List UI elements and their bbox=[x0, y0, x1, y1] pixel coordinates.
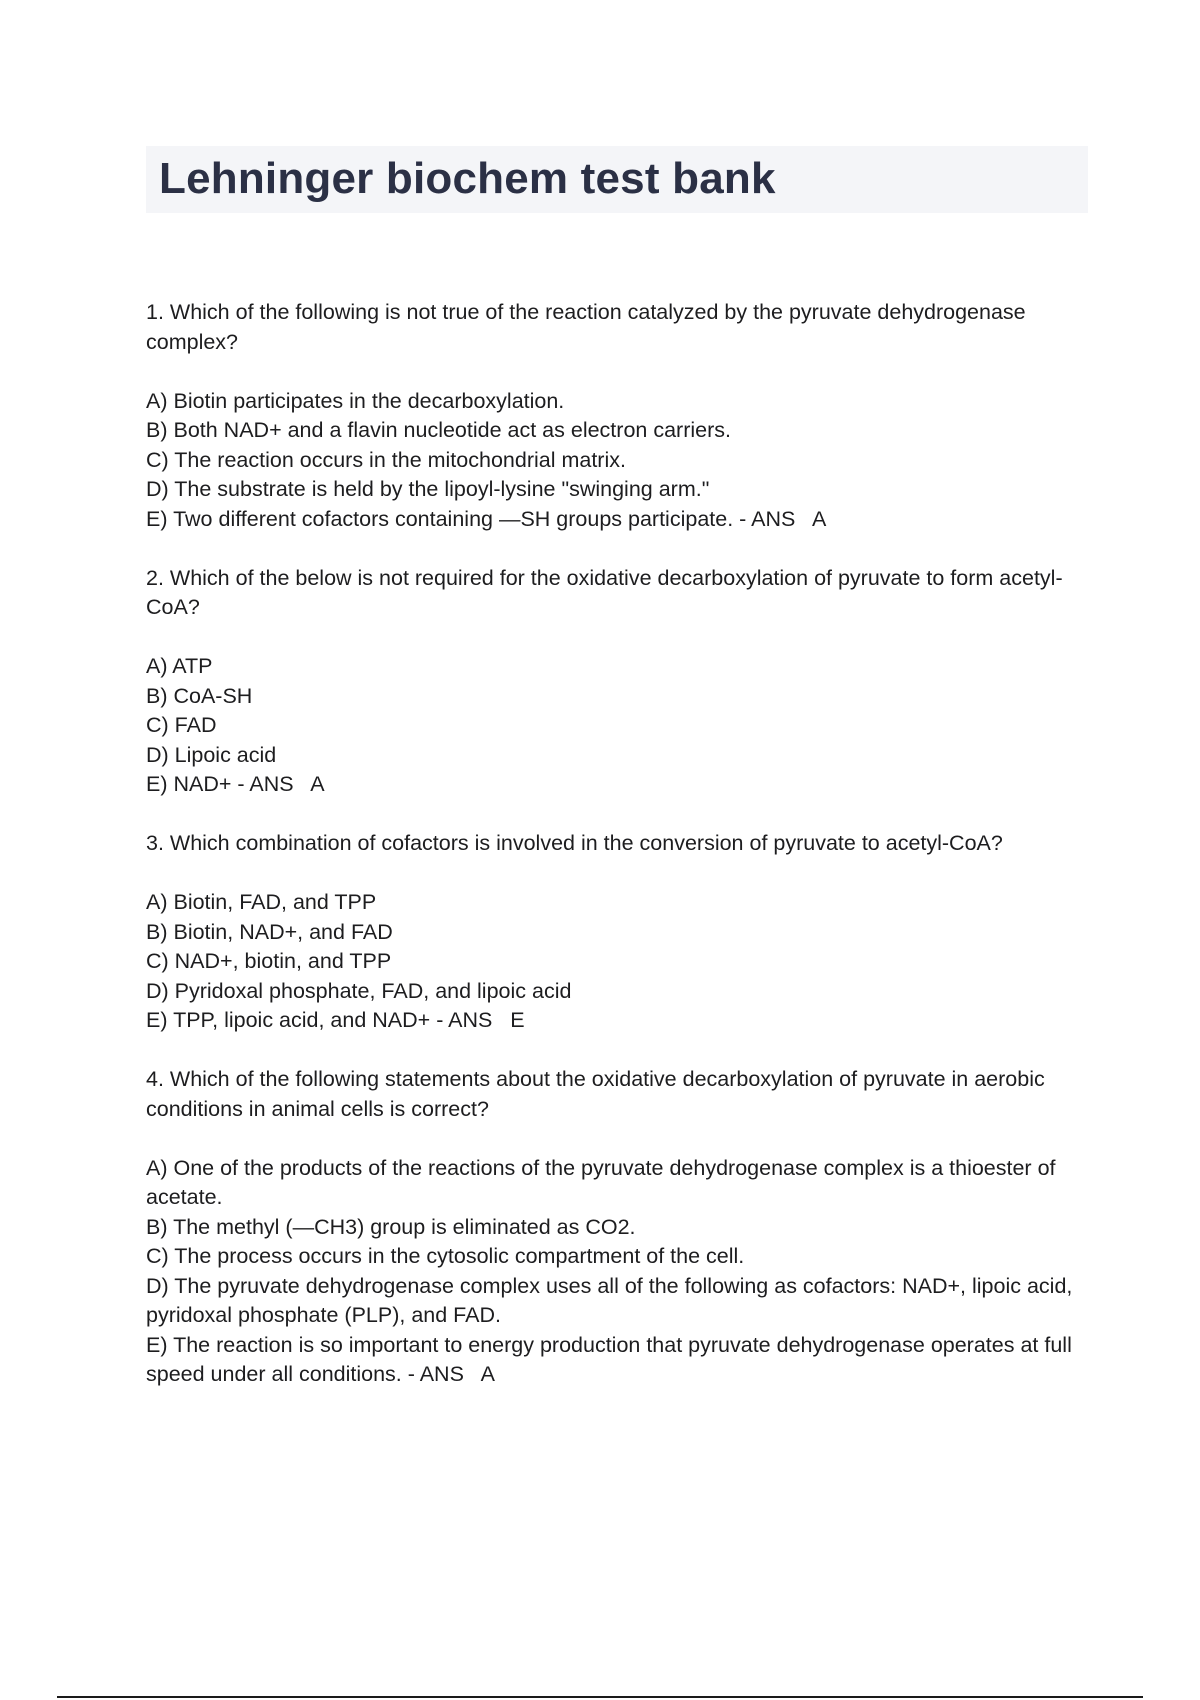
document-title: Lehninger biochem test bank bbox=[159, 154, 776, 203]
option-e bbox=[146, 770, 1088, 800]
option-c: C) NAD+, biotin, and TPP bbox=[146, 949, 392, 973]
page-bottom-divider bbox=[57, 1696, 1143, 1698]
option-b: B) Biotin, NAD+, and FAD bbox=[146, 919, 393, 944]
question-4 bbox=[146, 1065, 1088, 1390]
question-list bbox=[146, 298, 1088, 1419]
question-stem: 2. Which of the below is not required for the oxidative decarboxylation of pyruvate to form acetyl-CoA? bbox=[146, 565, 1063, 619]
option-c: C) The process occurs in the cytosolic compartment of the cell. bbox=[146, 1244, 745, 1268]
answer-key: - ANS A bbox=[231, 772, 325, 796]
option-e-text: E) NAD+ bbox=[146, 772, 232, 796]
question-stem: 4. Which of the following statements about the oxidative decarboxylation of pyruvate in aerobic conditions in animal cells is correct? bbox=[146, 1067, 1045, 1121]
option-e-text: E) Two different cofactors containing —SH groups participate. bbox=[146, 506, 734, 531]
option-d: D) Lipoic acid bbox=[146, 742, 277, 767]
option-a: A) One of the products of the reactions of the pyruvate dehydrogenase complex is a thioester of acetate. bbox=[146, 1155, 1056, 1209]
option-c: C) The reaction occurs in the mitochondrial matrix. bbox=[146, 447, 626, 472]
option-e bbox=[146, 505, 1088, 535]
answer-key: - ANS A bbox=[733, 506, 827, 531]
title-banner bbox=[146, 146, 1088, 213]
question-stem: 1. Which of the following is not true of the reaction catalyzed by the pyruvate dehydrogenase complex? bbox=[146, 300, 1026, 354]
option-e bbox=[146, 1331, 1088, 1390]
answer-key: - ANS A bbox=[401, 1362, 495, 1386]
answer-options bbox=[146, 1154, 1088, 1390]
question-1 bbox=[146, 298, 1088, 534]
question-2 bbox=[146, 564, 1088, 800]
question-3 bbox=[146, 829, 1088, 1036]
option-c: C) FAD bbox=[146, 713, 217, 737]
answer-options bbox=[146, 888, 1088, 1036]
option-e bbox=[146, 1006, 1088, 1036]
question-stem: 3. Which combination of cofactors is involved in the conversion of pyruvate to acetyl-CoA? bbox=[146, 831, 1003, 855]
option-a: A) Biotin participates in the decarboxylation. bbox=[146, 388, 565, 413]
answer-options bbox=[146, 652, 1088, 800]
option-d: D) Pyridoxal phosphate, FAD, and lipoic acid bbox=[146, 978, 572, 1003]
option-b: B) Both NAD+ and a flavin nucleotide act as electron carriers. bbox=[146, 418, 731, 442]
option-e-text: E) The reaction is so important to energy production that pyruvate dehydrogenase operates at full speed under all conditions. bbox=[146, 1332, 1072, 1386]
option-a: A) ATP bbox=[146, 654, 213, 678]
option-b: B) The methyl (—CH3) group is eliminated as CO2. bbox=[146, 1214, 636, 1239]
option-e-text: E) TPP, lipoic acid, and NAD+ bbox=[146, 1008, 431, 1032]
option-d: D) The substrate is held by the lipoyl-lysine "swinging arm." bbox=[146, 477, 710, 501]
answer-key: - ANS E bbox=[430, 1008, 525, 1032]
answer-options bbox=[146, 387, 1088, 535]
option-a: A) Biotin, FAD, and TPP bbox=[146, 890, 377, 914]
option-d: D) The pyruvate dehydrogenase complex uses all of the following as cofactors: NAD+, lipoic acid, pyridoxal phosphate (PLP), and FAD. bbox=[146, 1273, 1073, 1327]
option-b: B) CoA-SH bbox=[146, 683, 253, 708]
